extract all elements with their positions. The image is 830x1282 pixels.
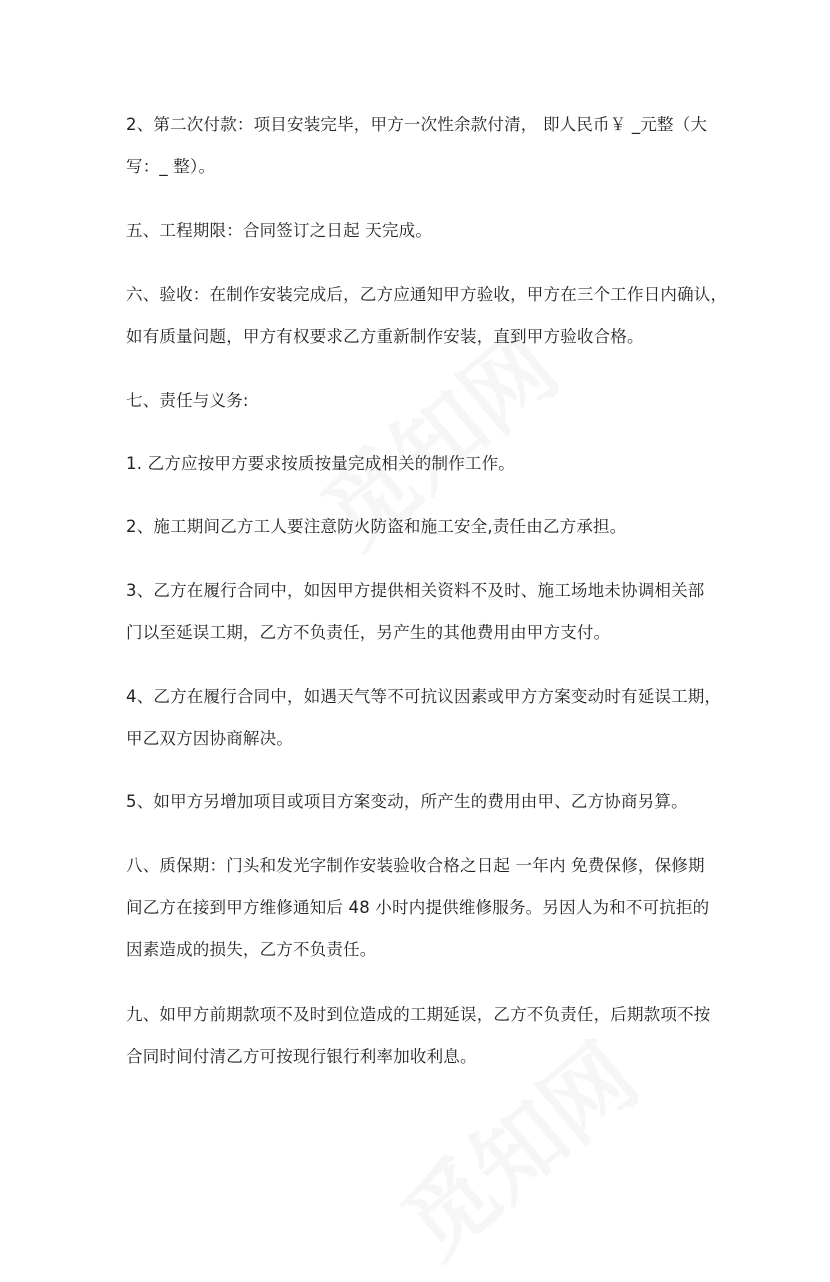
text-line: 4、乙方在履行合同中，如遇天气等不可抗议因素或甲方方案变动时有延误工期， — [126, 687, 722, 706]
text-line: 九、如甲方前期款项不及时到位造成的工期延误，乙方不负责任，后期款项不按 — [126, 1005, 711, 1024]
text-line: 甲乙双方因协商解决。 — [126, 729, 293, 748]
text-line: 五、工程期限：合同签订之日起 天完成。 — [126, 221, 433, 240]
text-line: 合同时间付清乙方可按现行银行利率加收利息。 — [126, 1047, 477, 1066]
text-line: 写：_ 整）。 — [126, 157, 216, 176]
text-line: 因素造成的损失，乙方不负责任。 — [126, 940, 377, 959]
text-line: 1. 乙方应按甲方要求按质按量完成相关的制作工作。 — [126, 454, 515, 473]
text-line: 门以至延误工期，乙方不负责任，另产生的其他费用由甲方支付。 — [126, 623, 611, 642]
text-line: 2、施工期间乙方工人要注意防火防盗和施工安全,责任由乙方承担。 — [126, 517, 627, 536]
text-line: 七、责任与义务: — [126, 391, 249, 410]
text-line: 5、如甲方另增加项目或项目方案变动，所产生的费用由甲、乙方协商另算。 — [126, 792, 688, 811]
text-line: 3、乙方在履行合同中，如因甲方提供相关资料不及时、施工场地未协调相关部 — [126, 581, 705, 600]
text-line: 六、验收：在制作安装完成后，乙方应通知甲方验收，甲方在三个工作日内确认， — [126, 285, 728, 304]
text-line: 间乙方在接到甲方维修通知后 48 小时内提供维修服务。另因人为和不可抗拒的 — [126, 898, 710, 917]
text-line: 八、质保期：门头和发光字制作安装验收合格之日起 一年内 免费保修，保修期 — [126, 856, 705, 875]
text-line: 2、第二次付款：项目安装完毕，甲方一次性余款付清， 即人民币￥ _元整（大 — [126, 115, 708, 134]
text-line: 如有质量问题，甲方有权要求乙方重新制作安装，直到甲方验收合格。 — [126, 327, 644, 346]
